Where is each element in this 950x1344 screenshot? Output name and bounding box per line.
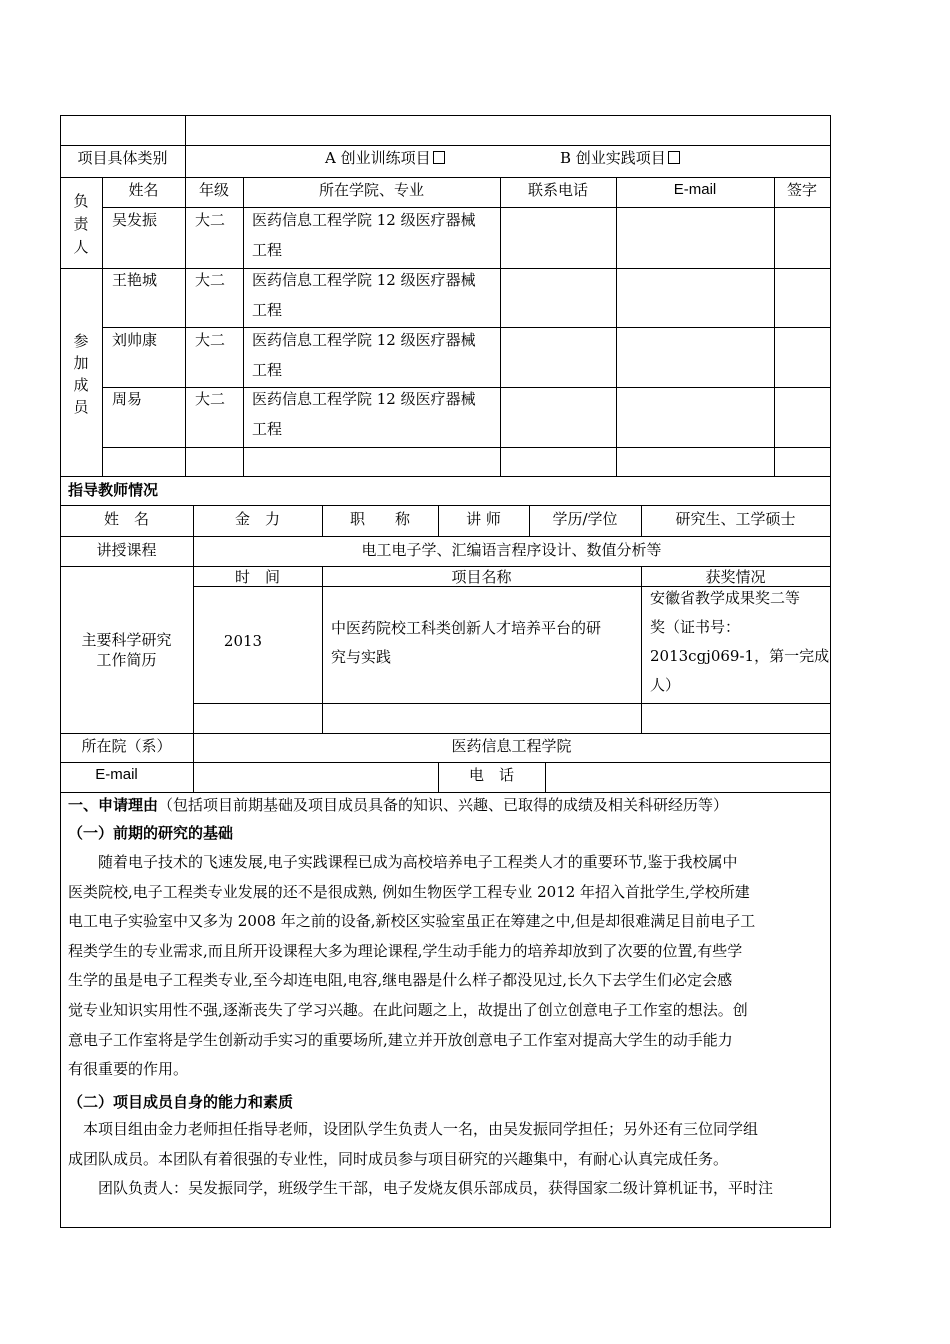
courses: 电工电子学、汇编语言程序设计、数值分析等 <box>361 541 662 559</box>
leader-name: 吴发振 <box>112 211 158 229</box>
table-border <box>60 1227 831 1228</box>
reasons-heading <box>68 790 728 820</box>
leader-grade: 大二 <box>195 211 226 229</box>
paragraph-line: 团队负责人：吴发振同学，班级学生干部，电子发烧友俱乐部成员，获得国家二级计算机证书，平时注 <box>68 1179 774 1198</box>
advisor-degree: 研究生、工学硕士 <box>675 510 796 528</box>
history-label-line: 工作简历 <box>96 651 157 669</box>
members-label-text: 参 加 成 员 <box>73 332 89 416</box>
members-label <box>60 330 102 418</box>
leader-college-2: 工程 <box>252 241 283 259</box>
history-label <box>60 630 193 670</box>
dept: 医药信息工程学院 <box>451 737 572 755</box>
paragraph-line: 本项目组由金力老师担任指导老师，设团队学生负责人一名，由吴发振同学担任；另外还有三位同学组 <box>68 1120 759 1138</box>
advisor-title: 讲 师 <box>466 510 501 528</box>
history-award: 安徽省教学成果奖二等 <box>650 589 801 607</box>
paragraph-line: 随着电子技术的飞速发展,电子实践课程已成为高校培养电子工程类人才的重要环节,鉴于我校属中 <box>68 853 738 871</box>
option-a-label: A 创业训练项目 <box>325 149 431 167</box>
advisor-phone-label: 电 话 <box>468 766 514 784</box>
history-label-line: 主要科学研究 <box>81 631 172 649</box>
reasons-sub2: （二）项目成员自身的能力和素质 <box>68 1093 294 1111</box>
member-college: 医药信息工程学院 12 级医疗器械 <box>252 271 476 289</box>
member-college: 医药信息工程学院 12 级医疗器械 <box>252 331 476 349</box>
paragraph-line: 成团队成员。本团队有着很强的专业性，同时成员参与项目研究的兴趣集中，有耐心认真完成任务。 <box>68 1149 729 1168</box>
paragraph-line: 有很重要的作用。 <box>68 1060 189 1079</box>
member-name: 刘帅康 <box>112 331 158 349</box>
history-project: 中医药院校工科类创新人才培养平台的研 <box>331 619 602 637</box>
table-border <box>830 115 831 1228</box>
member-name: 周易 <box>112 390 143 408</box>
history-award-2: 奖（证书号： <box>650 618 741 636</box>
table-border <box>60 115 831 116</box>
checkbox-icon[interactable] <box>433 151 445 164</box>
paragraph-line: 电工电子实验室中又多为 2008 年之前的设备,新校区实验室虽正在筹建之中,但是却很难满足目前电子工 <box>68 912 756 931</box>
history-award-4: 人） <box>650 676 681 694</box>
project-type-label: 项目具体类别 <box>77 149 168 167</box>
header-email: E-mail <box>673 181 717 198</box>
paragraph-line: 生学的虽是电子工程类专业,至今却连电阻,电容,继电器是什么样子都没见过,长久下去学生们必定会感 <box>68 971 733 990</box>
paragraph-line: 医类院校,电子工程类专业发展的还不是很成熟, 例如生物医学工程专业 2012 年招入首批学生,学校所建 <box>68 882 750 901</box>
leader-label-text: 负 责 人 <box>73 192 89 256</box>
member-college-2: 工程 <box>252 420 283 438</box>
header-signature: 签字 <box>786 181 817 199</box>
advisor-name-label: 姓 名 <box>103 510 149 528</box>
option-b[interactable] <box>560 143 680 173</box>
header-grade: 年级 <box>198 181 229 199</box>
header-phone: 联系电话 <box>527 181 588 199</box>
paragraph-line: 意电子工作室将是学生创新动手实习的重要场所,建立并开放创意电子工作室对提高大学生的动手能力 <box>68 1030 733 1049</box>
option-a[interactable] <box>325 143 445 173</box>
history-header-time: 时 间 <box>234 568 280 586</box>
courses-label: 讲授课程 <box>96 541 157 559</box>
table-border <box>60 115 61 1228</box>
advisor-title-label: 职 称 <box>349 510 410 528</box>
option-b-label: B 创业实践项目 <box>560 149 666 167</box>
reasons-paragraph-1 <box>68 848 824 1085</box>
member-college-2: 工程 <box>252 301 283 319</box>
advisor-name: 金 力 <box>234 510 280 528</box>
header-name: 姓名 <box>128 181 159 199</box>
history-award-3: 2013cgj069-1，第一完成 <box>650 647 830 665</box>
advisor-degree-label: 学历/学位 <box>552 510 618 528</box>
header-college-major: 所在学院、专业 <box>318 181 424 199</box>
advisor-email-label: E-mail <box>95 766 138 783</box>
history-project-2: 究与实践 <box>331 648 392 666</box>
reasons-sub1: （一）前期的研究的基础 <box>68 824 234 842</box>
member-grade: 大二 <box>195 271 226 289</box>
leader-label <box>60 190 102 259</box>
paragraph-line: 觉专业知识实用性不强,逐渐丧失了学习兴趣。在此问题之上，故提出了创立创意电子工作室的想法。创 <box>68 1000 748 1019</box>
checkbox-icon[interactable] <box>668 151 680 164</box>
leader-college: 医药信息工程学院 12 级医疗器械 <box>252 211 476 229</box>
reasons-heading-note: （包括项目前期基础及项目成员具备的知识、兴趣、已取得的成绩及相关科研经历等） <box>158 796 729 814</box>
reasons-paragraph-2 <box>68 1115 824 1204</box>
member-grade: 大二 <box>195 390 226 408</box>
history-time: 2013 <box>223 632 263 650</box>
member-college: 医药信息工程学院 12 级医疗器械 <box>252 390 476 408</box>
member-name: 王艳城 <box>112 271 158 289</box>
history-header-project: 项目名称 <box>451 568 512 586</box>
history-header-award: 获奖情况 <box>705 568 766 586</box>
paragraph-line: 程类学生的专业需求,而且所开设课程大多为理论课程,学生动手能力的培养却放到了次要的位置,有些学 <box>68 941 743 960</box>
member-college-2: 工程 <box>252 361 283 379</box>
dept-label: 所在院（系） <box>81 737 172 755</box>
advisor-section-title: 指导教师情况 <box>68 481 159 499</box>
member-grade: 大二 <box>195 331 226 349</box>
reasons-heading-title: 一、申请理由 <box>68 796 159 814</box>
